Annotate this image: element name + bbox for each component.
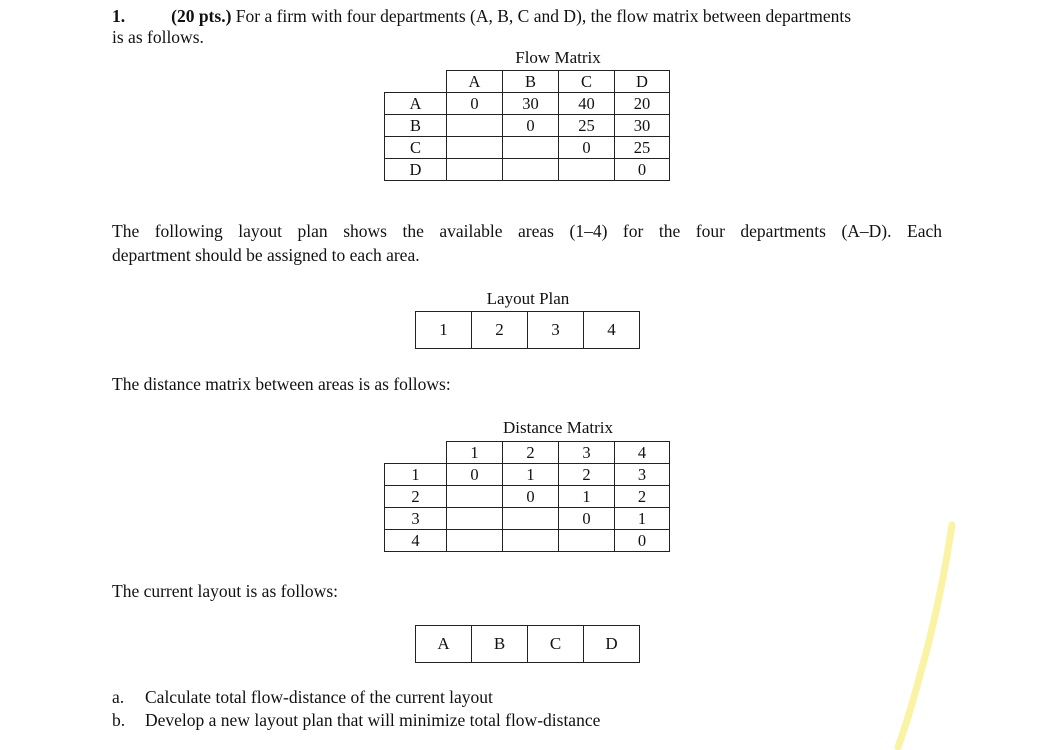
flow-cell: 40 [559,93,615,115]
layout-text-line-2: department should be assigned to each area. [112,245,420,265]
distance-matrix-table [384,441,670,552]
flow-row-label: C [385,137,447,159]
flow-matrix-corner [385,71,447,93]
distance-cell: 1 [559,486,615,508]
flow-col-header: A [447,71,503,93]
question-line-1 [112,5,851,27]
distance-cell: 2 [559,464,615,486]
flow-cell: 25 [615,137,670,159]
current-text: The current layout is as follows: [112,581,338,601]
flow-row-label: A [385,93,447,115]
flow-cell: 25 [559,115,615,137]
flow-cell [447,159,503,181]
distance-cell: 1 [503,464,559,486]
current-layout-table [415,625,640,663]
distance-cell [559,530,615,552]
flow-cell [503,137,559,159]
current-layout-cell: A [416,626,472,663]
task-a [112,686,493,708]
flow-col-header: D [615,71,670,93]
question-line-2: is as follows. [112,27,204,47]
question-points: (20 pts.) [171,6,232,26]
flow-matrix-row [385,115,670,137]
distance-matrix-row [385,530,670,552]
flow-matrix-header-row [385,71,670,93]
distance-row-label: 3 [385,508,447,530]
current-layout-cell: B [472,626,528,663]
flow-row-label: B [385,115,447,137]
layout-text-line-1: The following layout plan shows the available areas (1–4) for the four departments (A–D). Each [112,221,942,241]
task-marker: b. [112,710,126,730]
distance-cell [447,508,503,530]
distance-row-label: 2 [385,486,447,508]
distance-cell: 0 [503,486,559,508]
current-layout-cell: D [584,626,640,663]
layout-plan-title: Layout Plan [486,289,570,308]
flow-matrix-table [384,70,670,181]
distance-cell [447,486,503,508]
distance-matrix-row [385,464,670,486]
flow-cell: 30 [503,93,559,115]
flow-matrix-title: Flow Matrix [515,48,601,67]
flow-cell [503,159,559,181]
flow-matrix-row [385,137,670,159]
distance-matrix-row [385,486,670,508]
flow-cell: 0 [615,159,670,181]
layout-area-cell: 2 [472,312,528,349]
flow-cell: 20 [615,93,670,115]
layout-area-cell: 3 [528,312,584,349]
distance-col-header: 4 [615,442,670,464]
distance-cell: 2 [615,486,670,508]
flow-row-label: D [385,159,447,181]
question-intro: For a firm with four departments (A, B, C and D), the flow matrix between departments [231,6,852,26]
question-number: 1. [112,6,126,26]
layout-plan-table [415,311,640,349]
flow-cell [447,115,503,137]
task-marker: a. [112,687,125,707]
flow-cell: 30 [615,115,670,137]
distance-col-header: 2 [503,442,559,464]
flow-cell: 0 [503,115,559,137]
flow-cell: 0 [447,93,503,115]
distance-matrix-row [385,508,670,530]
current-layout-cell: C [528,626,584,663]
highlighter-stroke [880,515,970,750]
flow-matrix-row [385,159,670,181]
distance-matrix-corner [385,442,447,464]
task-b [112,709,600,731]
distance-cell: 0 [447,464,503,486]
distance-cell [503,508,559,530]
distance-cell: 3 [615,464,670,486]
flow-matrix-row [385,93,670,115]
distance-row-label: 1 [385,464,447,486]
distance-cell: 0 [559,508,615,530]
distance-col-header: 3 [559,442,615,464]
distance-matrix-header-row [385,442,670,464]
layout-area-cell: 1 [416,312,472,349]
distance-cell [447,530,503,552]
task-text: Calculate total flow-distance of the current layout [145,687,493,707]
flow-col-header: B [503,71,559,93]
layout-area-cell: 4 [584,312,640,349]
flow-cell [559,159,615,181]
flow-cell: 0 [559,137,615,159]
distance-col-header: 1 [447,442,503,464]
distance-row-label: 4 [385,530,447,552]
flow-cell [447,137,503,159]
distance-matrix-title: Distance Matrix [503,418,613,437]
flow-col-header: C [559,71,615,93]
distance-text: The distance matrix between areas is as follows: [112,374,451,394]
task-text: Develop a new layout plan that will minimize total flow-distance [145,710,601,730]
distance-cell [503,530,559,552]
distance-cell: 1 [615,508,670,530]
distance-cell: 0 [615,530,670,552]
